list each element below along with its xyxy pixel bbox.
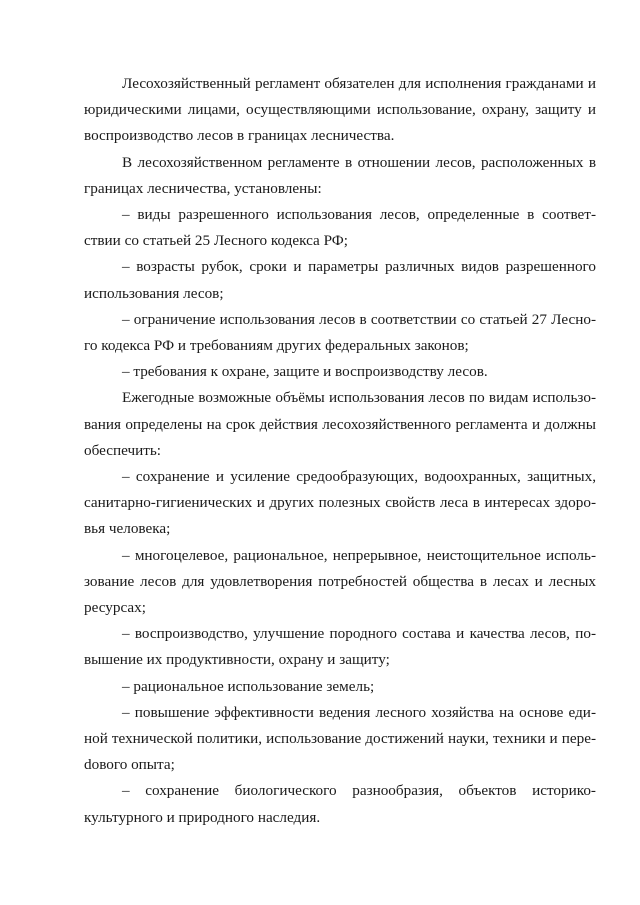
list-item-preservation-properties: – сохранение и усиление средообразующих, водоохранных, защитных, санитарно-гигиенических и других полезных свойств леса в интересах здоровья человека; [84,468,596,538]
list-item-efficiency: – повышение эффективности ведения лесного хозяйства на основе единой технической политики, использование достижений науки, техники и переdового опыта; [84,703,596,774]
list-item-protection-requirements: – требования к охране, защите и воспроизводству лесов. [122,363,488,381]
paragraph-annual-volumes: Ежегодные возможные объёмы использования лесов по видам использования определены на срок действия лесохозяйственного регламента и должны обеспечить: [84,389,596,459]
list-item-reproduction: – воспроизводство, улучшение породного состава и качества лесов, повышение их продуктивности, охрану и защиту; [84,625,596,669]
list-item-biodiversity: – сохранение биологического разнообразия, объектов историко-культурного и природного наследия. [84,782,596,826]
list-item-land-use: – рациональное использование земель; [122,677,375,695]
list-item-use-restrictions: – ограничение использования лесов в соответствии со статьей 27 Лесного кодекса РФ и требованиям других федеральных законов; [84,310,596,355]
list-item-multipurpose-use: – многоцелевое, рациональное, непрерывное, неистощительное использование лесов для удовлетворения потребностей общества в лесах и лесных ресурсах; [84,546,596,617]
document-body [84,71,596,831]
list-item-permitted-uses: – виды разрешенного использования лесов, определенные в соответствии со статьей 25 Лесного кодекса РФ; [84,206,596,250]
paragraph-regulation-binding: Лесохозяйственный регламент обязателен для исполнения гражданами и юридическими лицами, осуществляющими использование, охрану, защиту и воспроизводство лесов в границах лесничества. [84,75,596,145]
list-item-felling-ages: – возрасты рубок, сроки и параметры различных видов разрешенного использования лесов; [84,258,596,302]
paragraph-established-items-intro: В лесохозяйственном регламенте в отношении лесов, расположенных в границах лесничества, установлены: [84,153,596,197]
